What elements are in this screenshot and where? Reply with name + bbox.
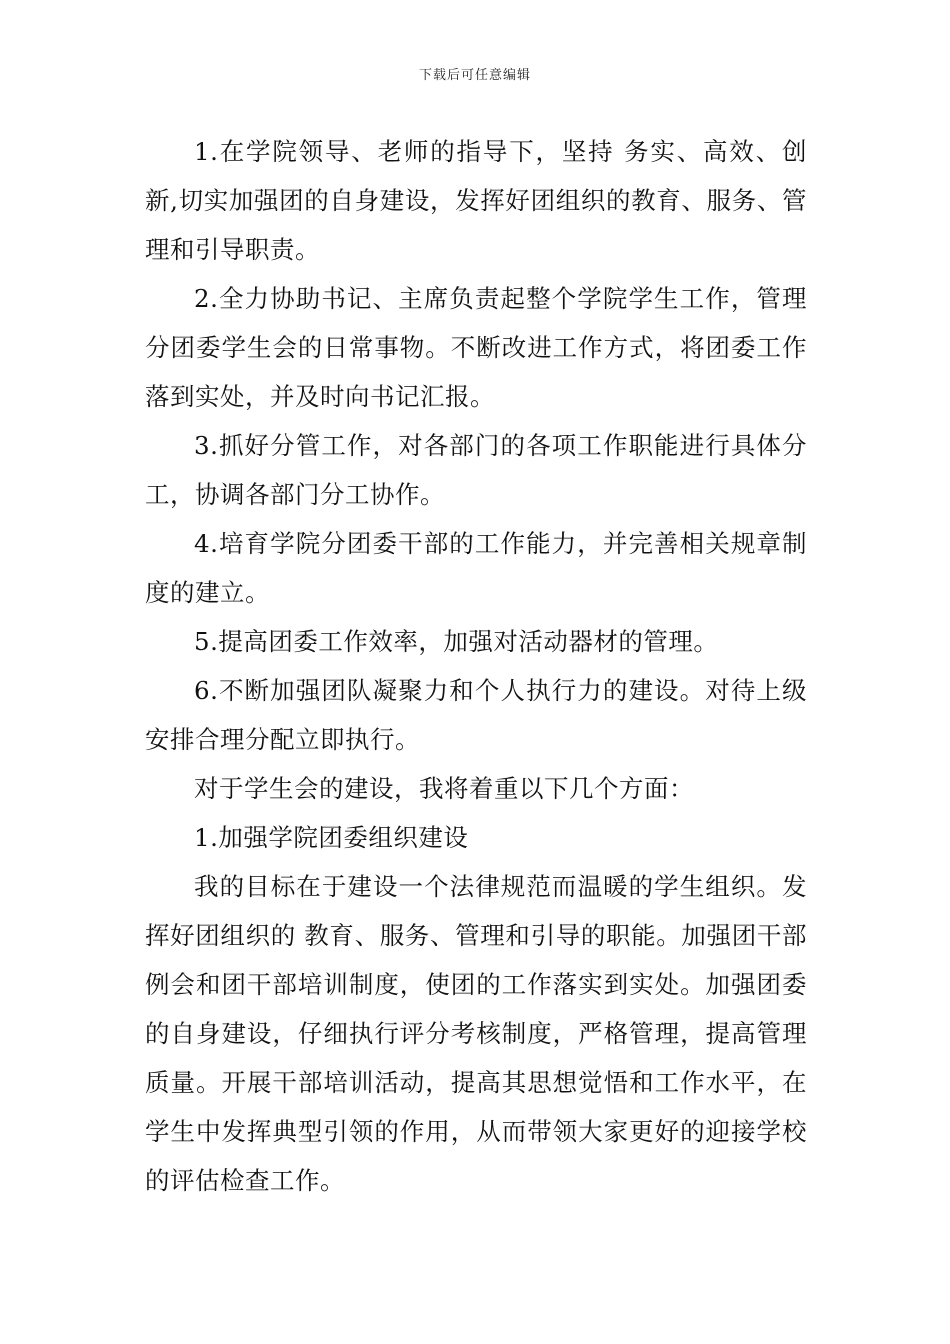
paragraph-4: 4.培育学院分团委干部的工作能力，并完善相关规章制度的建立。	[145, 529, 807, 607]
document-body	[145, 127, 807, 1205]
paragraph-3: 3.抓好分管工作，对各部门的各项工作职能进行具体分工，协调各部门分工协作。	[145, 431, 807, 509]
paragraph-2: 2.全力协助书记、主席负责起整个学院学生工作，管理分团委学生会的日常事物。不断改进工作方式，将团委工作落到实处，并及时向书记汇报。	[145, 284, 807, 411]
paragraph-9: 我的目标在于建设一个法律规范而温暖的学生组织。发挥好团组织的 教育、服务、管理和引导的职能。加强团干部例会和团干部培训制度，使团的工作落实到实处。加强团委的自身建设，仔细执行评分考核制度，严格管理，提高管理质量。开展干部培训活动，提高其思想觉悟和工作水平，在学生中发挥典型引领的作用，从而带领大家更好的迎接学校的评估检查工作。	[145, 872, 807, 1195]
paragraph-8: 1.加强学院团委组织建设	[194, 823, 469, 852]
paragraph-1: 1.在学院领导、老师的指导下，坚持 务实、高效、创新,切实加强团的自身建设，发挥好团组织的教育、服务、管理和引导职责。	[145, 137, 807, 264]
page-header: 下载后可任意编辑	[418, 68, 531, 83]
paragraph-6: 6.不断加强团队凝聚力和个人执行力的建设。对待上级安排合理分配立即执行。	[145, 676, 807, 754]
paragraph-7: 对于学生会的建设，我将着重以下几个方面：	[194, 774, 694, 803]
paragraph-5: 5.提高团委工作效率，加强对活动器材的管理。	[194, 627, 719, 656]
